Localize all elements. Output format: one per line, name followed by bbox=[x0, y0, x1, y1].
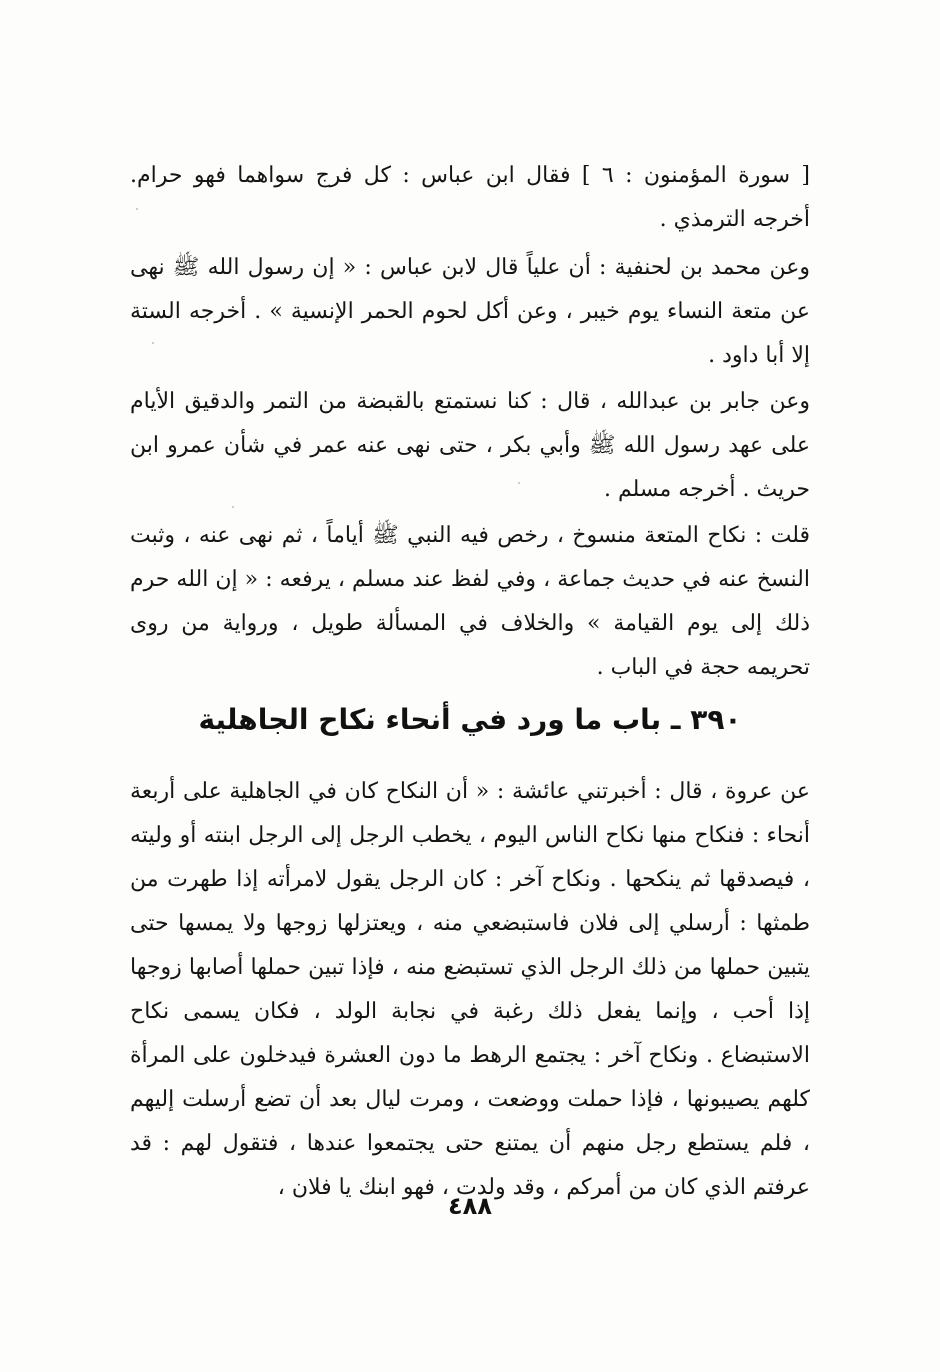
paragraph-author-comment: قلت : نكاح المتعة منسوخ ، رخص فيه النبي ﷺ أياماً ، ثم نهى عنه ، وثبت النسخ عنه في حديث جماعة ، وفي لفظ عند مسلم ، يرفعه : « إن الله حرم ذلك إلى يوم القيامة » والخلاف في المسألة طويل ، ورواية من روى تحريمه حجة في الباب . bbox=[130, 523, 810, 680]
paragraph-hadith-jabir: وعن جابر بن عبدالله ، قال : كنا نستمتع بالقبضة من التمر والدقيق الأيام على عهد رسول الله ﷺ وأبي بكر ، حتى نهى عنه عمر في شأن عمرو ابن حريث . أخرجه مسلم . bbox=[130, 389, 810, 502]
scan-speck bbox=[232, 506, 234, 508]
page-number: ٤٨٨ bbox=[448, 1192, 492, 1220]
paragraph-hadith-aisha: عن عروة ، قال : أخبرتني عائشة : « أن النكاح كان في الجاهلية على أربعة أنحاء : فنكاح منها نكاح الناس اليوم ، يخطب الرجل إلى الرجل ابنته أو وليته ، فيصدقها ثم ينكحها . ونكاح آخر : كان الرجل يقول لامرأته إذا طهرت من طمثها : أرسلي إلى فلان فاستبضعي منه ، ويعتزلها زوجها ولا يمسها حتى يتبين حملها من ذلك الرجل الذي تستبضع منه ، فإذا تبين حملها أصابها زوجها إذا أحب ، وإنما يفعل ذلك رغبة في نجابة الولد ، فكان يسمى نكاح الاستبضاع . ونكاح آخر : يجتمع الرهط ما دون العشرة فيدخلون على المرأة كلهم يصيبونها ، فإذا حملت ووضعت ، ومرت ليال بعد أن تضع أرسلت إليهم ، فلم يستطع رجل منهم أن يمتنع حتى يجتمعوا عندها ، فتقول لهم : قد عرفتم الذي كان من أمركم ، وقد ولدت ، فهو ابنك يا فلان ، bbox=[130, 779, 810, 1200]
paragraph-hadith-ibn-hanafiyya: وعن محمد بن لحنفية : أن علياً قال لابن عباس : « إن رسول الله ﷺ نهى عن متعة النساء يوم خيبر ، وعن أكل لحوم الحمر الإنسية » . أخرجه الستة إلا أبا داود . bbox=[130, 255, 810, 368]
section-heading: ٣٩٠ ـ باب ما ورد في أنحاء نكاح الجاهلية bbox=[198, 703, 742, 736]
scan-speck bbox=[518, 482, 520, 484]
paragraph-quran-reference: [ سورة المؤمنون : ٦ ] فقال ابن عباس : كل فرج سواهما فهو حرام. أخرجه الترمذي . bbox=[130, 163, 810, 232]
scan-speck bbox=[152, 342, 154, 344]
scan-speck bbox=[136, 208, 138, 210]
